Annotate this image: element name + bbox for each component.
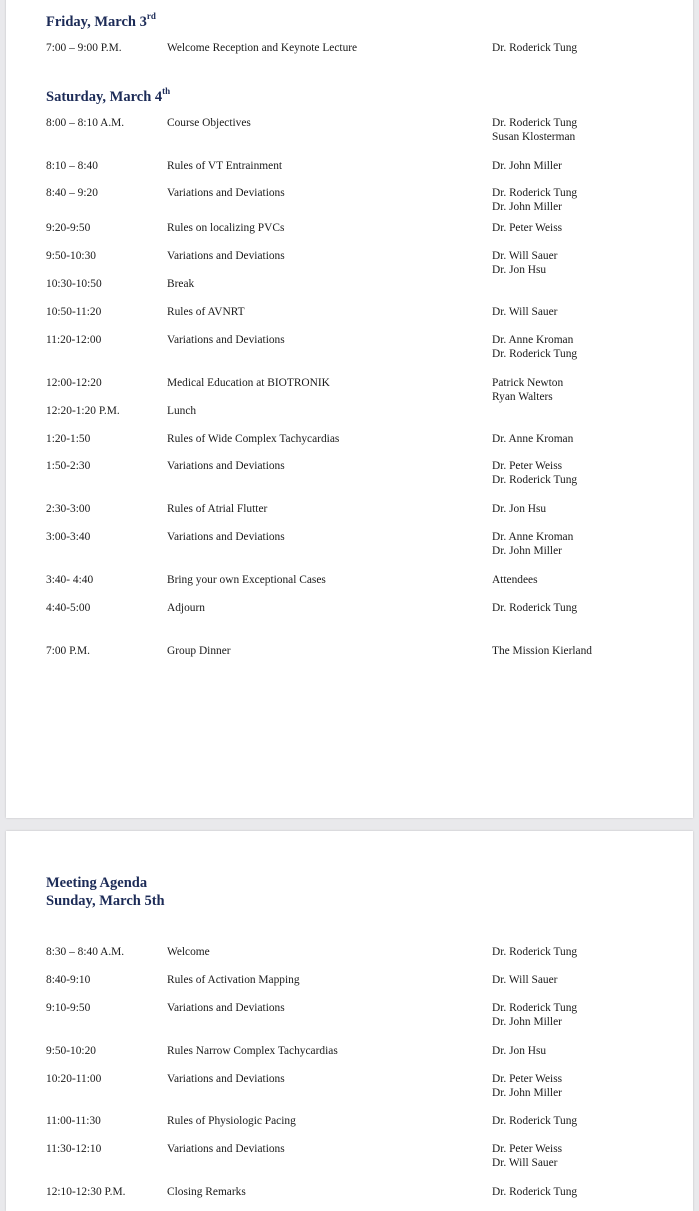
- agenda-time: 10:20-11:00: [46, 1073, 102, 1085]
- agenda-speakers: [492, 530, 573, 558]
- agenda-speakers: [492, 601, 577, 615]
- agenda-page-2: [6, 831, 693, 1211]
- agenda-session-title: Variations and Deviations: [167, 334, 285, 346]
- agenda-session-title: Rules of AVNRT: [167, 306, 245, 318]
- agenda-session-title: Group Dinner: [167, 645, 231, 657]
- agenda-speakers: [492, 116, 577, 144]
- agenda-speakers: [492, 644, 592, 658]
- agenda-speakers: [492, 573, 538, 587]
- agenda-speakers: [492, 333, 577, 361]
- agenda-session-title: Variations and Deviations: [167, 531, 285, 543]
- agenda-session-title: Bring your own Exceptional Cases: [167, 574, 326, 586]
- speaker-name: Dr. John Miller: [492, 160, 562, 172]
- speaker-name: Dr. Roderick Tung: [492, 187, 578, 199]
- agenda-time: 4:40-5:00: [46, 602, 91, 614]
- saturday-heading: Saturday, March 4th: [46, 86, 171, 105]
- agenda-session-title: Variations and Deviations: [167, 460, 285, 472]
- agenda-time: 8:00 – 8:10 A.M.: [46, 117, 125, 129]
- agenda-time: 8:10 – 8:40: [46, 160, 98, 172]
- agenda-session-title: Lunch: [167, 405, 197, 417]
- agenda-speakers: [492, 41, 577, 55]
- agenda-session-title: Rules of VT Entrainment: [167, 160, 283, 172]
- speaker-name: Dr. Anne Kroman: [492, 531, 574, 543]
- agenda-time: 9:50-10:20: [46, 1045, 96, 1057]
- agenda-speakers: [492, 1114, 577, 1128]
- agenda-time: 8:40 – 9:20: [46, 187, 98, 199]
- agenda-speakers: [492, 249, 557, 277]
- speaker-name: Dr. Peter Weiss: [492, 1143, 563, 1155]
- agenda-speakers: [492, 221, 562, 235]
- agenda-session-title: Variations and Deviations: [167, 250, 285, 262]
- agenda-time: 7:00 P.M.: [46, 645, 90, 657]
- speaker-name: Susan Klosterman: [492, 131, 576, 144]
- speaker-name: Dr. Peter Weiss: [492, 1073, 563, 1085]
- agenda-time: 11:00-11:30: [46, 1115, 101, 1127]
- agenda-time: 12:20-1:20 P.M.: [46, 405, 120, 417]
- speaker-name: Dr. Peter Weiss: [492, 222, 563, 234]
- agenda-time: 11:20-12:00: [46, 334, 102, 346]
- agenda-speakers: [492, 945, 577, 959]
- agenda-speakers: [492, 1072, 562, 1100]
- agenda-time: 9:20-9:50: [46, 222, 91, 234]
- speaker-name: Dr. Roderick Tung: [492, 602, 578, 614]
- agenda-speakers: [492, 1044, 546, 1058]
- agenda-session-title: Rules on localizing PVCs: [167, 222, 285, 234]
- speaker-name: Ryan Walters: [492, 391, 553, 404]
- agenda-time: 8:30 – 8:40 A.M.: [46, 946, 125, 958]
- speaker-name: Dr. Roderick Tung: [492, 474, 578, 487]
- agenda-time: 1:20-1:50: [46, 433, 91, 445]
- agenda-speakers: [492, 1142, 562, 1170]
- agenda-time: 9:50-10:30: [46, 250, 96, 262]
- agenda-speakers: [492, 1001, 577, 1029]
- speaker-name: Dr. Jon Hsu: [492, 264, 547, 277]
- agenda-time: 2:30-3:00: [46, 503, 91, 515]
- friday-heading: Friday, March 3rd: [46, 11, 156, 30]
- speaker-name: Attendees: [492, 574, 538, 586]
- speaker-name: Dr. Will Sauer: [492, 1157, 558, 1170]
- agenda-speakers: [492, 305, 557, 319]
- agenda-session-title: Variations and Deviations: [167, 1002, 285, 1014]
- speaker-name: Patrick Newton: [492, 377, 564, 389]
- agenda-speakers: [492, 186, 577, 214]
- agenda-speakers: [492, 973, 557, 987]
- agenda-time: 9:10-9:50: [46, 1002, 91, 1014]
- agenda-time: 8:40-9:10: [46, 974, 91, 986]
- speaker-name: Dr. John Miller: [492, 1016, 562, 1029]
- speaker-name: Dr. Roderick Tung: [492, 1115, 578, 1127]
- agenda-session-title: Welcome Reception and Keynote Lecture: [167, 42, 358, 54]
- sunday-heading: Sunday, March 5th: [46, 893, 165, 909]
- agenda-session-title: Welcome: [167, 946, 210, 958]
- speaker-name: Dr. Roderick Tung: [492, 348, 578, 361]
- speaker-name: Dr. Will Sauer: [492, 250, 558, 262]
- agenda-time: 11:30-12:10: [46, 1143, 102, 1155]
- speaker-name: Dr. John Miller: [492, 201, 562, 214]
- speaker-name: Dr. Roderick Tung: [492, 1186, 578, 1198]
- speaker-name: Dr. Roderick Tung: [492, 1002, 578, 1014]
- agenda-speakers: [492, 1185, 577, 1199]
- agenda-speakers: [492, 502, 546, 516]
- speaker-name: Dr. Anne Kroman: [492, 433, 574, 445]
- speaker-name: Dr. Anne Kroman: [492, 334, 574, 346]
- agenda-speakers: [492, 459, 577, 487]
- speaker-name: Dr. Roderick Tung: [492, 117, 578, 129]
- agenda-time: 3:40- 4:40: [46, 574, 94, 586]
- agenda-session-title: Break: [167, 278, 195, 290]
- agenda-session-title: Rules Narrow Complex Tachycardias: [167, 1045, 338, 1057]
- speaker-name: Dr. Jon Hsu: [492, 1045, 547, 1057]
- agenda-session-title: Course Objectives: [167, 117, 251, 129]
- agenda-session-title: Medical Education at BIOTRONIK: [167, 377, 330, 389]
- speaker-name: Dr. Will Sauer: [492, 306, 558, 318]
- agenda-time: 10:50-11:20: [46, 306, 102, 318]
- agenda-speakers: [492, 376, 563, 404]
- speaker-name: Dr. John Miller: [492, 1087, 562, 1100]
- agenda-title: Meeting Agenda: [46, 875, 148, 891]
- speaker-name: The Mission Kierland: [492, 645, 592, 657]
- agenda-speakers: [492, 432, 573, 446]
- agenda-session-title: Rules of Atrial Flutter: [167, 503, 268, 515]
- agenda-session-title: Variations and Deviations: [167, 1073, 285, 1085]
- speaker-name: Dr. Peter Weiss: [492, 460, 563, 472]
- speaker-name: Dr. Roderick Tung: [492, 42, 578, 54]
- agenda-page-1: [6, 0, 693, 818]
- agenda-time: 7:00 – 9:00 P.M.: [46, 42, 122, 54]
- speaker-name: Dr. Roderick Tung: [492, 946, 578, 958]
- speaker-name: Dr. John Miller: [492, 545, 562, 558]
- agenda-session-title: Rules of Activation Mapping: [167, 974, 300, 986]
- agenda-speakers: [492, 159, 562, 173]
- agenda-session-title: Rules of Physiologic Pacing: [167, 1115, 296, 1127]
- agenda-time: 12:10-12:30 P.M.: [46, 1186, 126, 1198]
- agenda-session-title: Closing Remarks: [167, 1186, 246, 1198]
- agenda-session-title: Adjourn: [167, 602, 205, 614]
- agenda-time: 10:30-10:50: [46, 278, 102, 290]
- agenda-session-title: Rules of Wide Complex Tachycardias: [167, 433, 340, 445]
- agenda-time: 12:00-12:20: [46, 377, 102, 389]
- agenda-session-title: Variations and Deviations: [167, 187, 285, 199]
- agenda-session-title: Variations and Deviations: [167, 1143, 285, 1155]
- speaker-name: Dr. Jon Hsu: [492, 503, 547, 515]
- agenda-time: 1:50-2:30: [46, 460, 91, 472]
- agenda-time: 3:00-3:40: [46, 531, 91, 543]
- speaker-name: Dr. Will Sauer: [492, 974, 558, 986]
